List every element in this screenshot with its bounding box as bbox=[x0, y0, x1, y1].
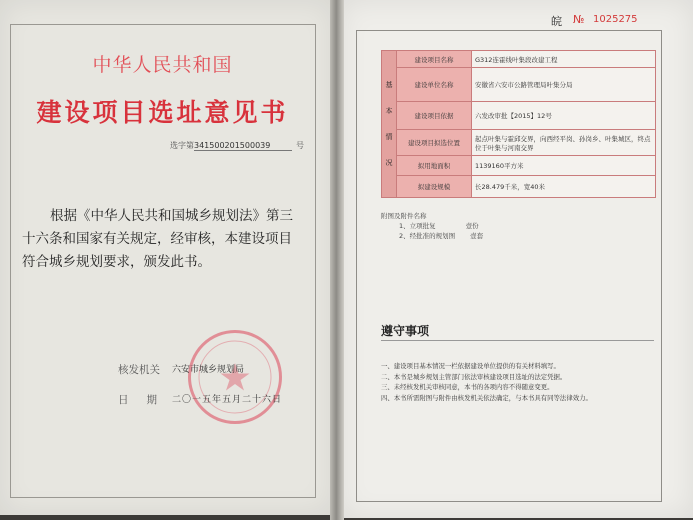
attachments-section bbox=[381, 211, 656, 241]
issuer-value: 六安市城乡规划局 bbox=[172, 365, 245, 375]
serial-province: 皖 bbox=[551, 15, 562, 28]
document-number-value: 341500201500039 bbox=[194, 141, 292, 151]
row-label: 拟建设规模 bbox=[397, 176, 472, 198]
attachment-item bbox=[381, 231, 656, 241]
issuer-label: 核发机关 bbox=[118, 364, 160, 376]
row-label: 建设项目依据 bbox=[397, 102, 472, 130]
table-row bbox=[382, 156, 656, 176]
book-spine bbox=[330, 0, 344, 520]
rule-item: 三、未经核发机关审核同意，本书的各项内容不得随意变更。 bbox=[381, 383, 554, 391]
row-label: 建设项目名称 bbox=[397, 51, 472, 68]
attachment-label: 1、立项批复 bbox=[399, 222, 436, 230]
table-row bbox=[382, 68, 656, 102]
document-title: 建设项目选址意见书 bbox=[36, 98, 289, 127]
attachment-value: 壹份 bbox=[465, 222, 479, 230]
row-value: 安徽省六安市公路管理局叶集分局 bbox=[472, 68, 656, 102]
row-value: G312连霍线叶集段改建工程 bbox=[472, 51, 656, 68]
row-value: 1139160平方米 bbox=[472, 156, 656, 176]
table-row bbox=[382, 51, 656, 68]
row-value: 长28.479千米，宽40米 bbox=[472, 176, 656, 198]
document-number-suffix: 号 bbox=[296, 141, 304, 150]
date-label: 日期 bbox=[118, 394, 175, 406]
row-label: 拟用地面积 bbox=[397, 156, 472, 176]
row-label: 建设项目拟选位置 bbox=[397, 130, 472, 156]
rules-divider bbox=[381, 340, 654, 341]
serial-number-label: № bbox=[573, 13, 585, 26]
table-row bbox=[382, 130, 656, 156]
row-value: 六发改审批【2015】12号 bbox=[472, 102, 656, 130]
rule-item: 四、本书所需附图与附件由核发机关依法确定，与本书具有同等法律效力。 bbox=[381, 393, 592, 402]
basic-info-table bbox=[381, 50, 656, 198]
official-seal bbox=[188, 330, 282, 424]
rule-item: 二、本书是城乡规划主管部门依法审核建设项目选址的法定凭据。 bbox=[381, 372, 567, 381]
document-number-prefix: 选字第 bbox=[170, 141, 194, 150]
table-row bbox=[382, 102, 656, 130]
date-value: 二〇一五年五月二十六日 bbox=[172, 395, 283, 405]
attachment-label: 2、经批准的规划图 bbox=[399, 232, 456, 240]
attachments-title: 附图及附件名称 bbox=[381, 212, 427, 220]
document-number bbox=[170, 140, 304, 151]
attachment-value: 壹套 bbox=[470, 232, 484, 240]
row-label: 建设单位名称 bbox=[397, 68, 472, 102]
serial-number: 1025275 bbox=[593, 14, 638, 25]
rules-title: 遵守事项 bbox=[381, 324, 430, 338]
basic-info-section-label: 基本情况 bbox=[382, 51, 397, 198]
certificate-statement: 根据《中华人民共和国城乡规划法》第三十六条和国家有关规定，经审核，本建设项目符合城乡规划要求，颁发此书。 bbox=[22, 208, 293, 270]
table-row bbox=[382, 176, 656, 198]
attachment-item bbox=[381, 221, 656, 231]
row-value: 起点叶集与霍邱交界，向西经平岗、孙岗乡、叶集城区，终点位于叶集与河南交界 bbox=[472, 130, 656, 156]
rule-item: 一、建设项目基本情况一栏依据建设单位提供的有关材料填写。 bbox=[381, 362, 560, 370]
country-title: 中华人民共和国 bbox=[92, 54, 233, 76]
rules-list bbox=[381, 361, 656, 403]
